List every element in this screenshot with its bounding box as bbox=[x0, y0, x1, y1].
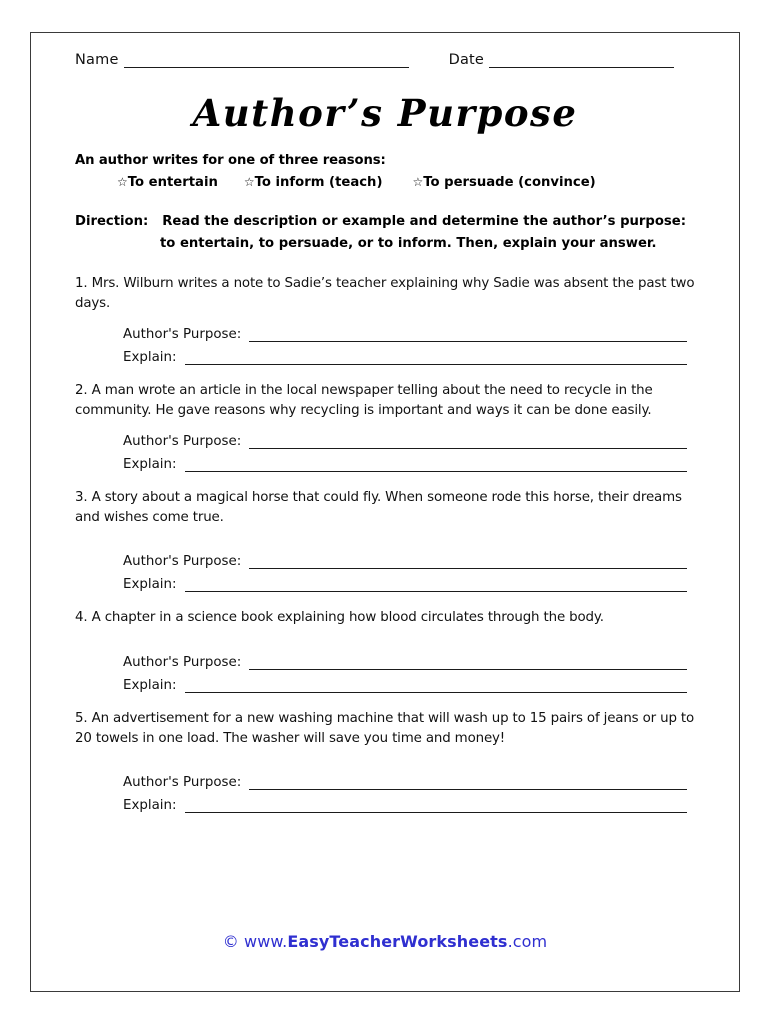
authors-purpose-input-line[interactable] bbox=[249, 435, 687, 449]
direction-text-line2: to entertain, to persuade, or to inform. Then, explain your answer. bbox=[160, 235, 657, 251]
date-input-line[interactable] bbox=[489, 54, 674, 68]
answer-lines bbox=[75, 319, 695, 365]
purpose-option-inform bbox=[244, 173, 383, 192]
name-label: Name bbox=[75, 52, 119, 68]
answer-lines bbox=[75, 647, 695, 693]
purpose-option-persuade-label: To persuade (convince) bbox=[423, 174, 596, 190]
direction-label: Direction: bbox=[75, 214, 149, 230]
answer-row-purpose bbox=[123, 546, 695, 569]
explain-input-line[interactable] bbox=[185, 799, 687, 813]
question-item bbox=[75, 274, 695, 365]
purpose-option-entertain bbox=[117, 173, 218, 192]
authors-purpose-label: Author's Purpose: bbox=[123, 326, 242, 342]
question-item bbox=[75, 381, 695, 472]
name-date-row bbox=[75, 46, 695, 68]
authors-purpose-label: Author's Purpose: bbox=[123, 654, 242, 670]
explain-label: Explain: bbox=[123, 577, 177, 593]
question-prompt: 1. Mrs. Wilburn writes a note to Sadie’s teacher explaining why Sadie was absent the past two days. bbox=[75, 276, 695, 312]
answer-lines bbox=[75, 546, 695, 592]
explain-input-line[interactable] bbox=[185, 458, 687, 472]
intro-lead-text: An author writes for one of three reasons: bbox=[75, 152, 386, 168]
authors-purpose-input-line[interactable] bbox=[249, 656, 687, 670]
question-prompt: 5. An advertisement for a new washing machine that will wash up to 15 pairs of jeans or up to 20 towels in one load. The washer will save you time and money! bbox=[75, 710, 695, 747]
authors-purpose-input-line[interactable] bbox=[249, 328, 687, 342]
answer-row-explain bbox=[123, 342, 695, 365]
answer-row-purpose bbox=[123, 647, 695, 670]
footer-url-prefix: www. bbox=[238, 932, 288, 951]
purpose-option-inform-label: To inform (teach) bbox=[254, 174, 383, 190]
name-input-line[interactable] bbox=[124, 54, 409, 68]
footer-credit bbox=[30, 932, 740, 951]
intro-block bbox=[75, 151, 695, 192]
direction-first-line bbox=[75, 212, 695, 232]
authors-purpose-input-line[interactable] bbox=[249, 776, 687, 790]
answer-row-purpose bbox=[123, 426, 695, 449]
authors-purpose-label: Author's Purpose: bbox=[123, 433, 242, 449]
questions-list bbox=[75, 274, 695, 813]
question-item bbox=[75, 709, 695, 814]
purpose-option-entertain-label: To entertain bbox=[127, 174, 218, 190]
footer-url-suffix: .com bbox=[507, 932, 548, 951]
worksheet-content bbox=[75, 46, 695, 829]
answer-row-explain bbox=[123, 670, 695, 693]
page-title: Author’s Purpose bbox=[192, 91, 578, 135]
answer-lines bbox=[75, 426, 695, 472]
star-icon: ☆ bbox=[412, 174, 424, 189]
explain-input-line[interactable] bbox=[185, 679, 687, 693]
explain-label: Explain: bbox=[123, 677, 177, 693]
answer-row-explain bbox=[123, 449, 695, 472]
authors-purpose-input-line[interactable] bbox=[249, 555, 687, 569]
answer-row-explain bbox=[123, 569, 695, 592]
explain-label: Explain: bbox=[123, 456, 177, 472]
answer-row-purpose bbox=[123, 319, 695, 342]
star-icon: ☆ bbox=[117, 174, 128, 189]
question-prompt: 4. A chapter in a science book explaining how blood circulates through the body. bbox=[75, 610, 604, 626]
direction-text-line1: Read the description or example and determine the author’s purpose: bbox=[162, 214, 686, 230]
explain-input-line[interactable] bbox=[185, 578, 687, 592]
question-prompt: 2. A man wrote an article in the local newspaper telling about the need to recycle in the community. He gave reasons why recycling is important and ways it can be done easily. bbox=[75, 382, 653, 419]
authors-purpose-label: Author's Purpose: bbox=[123, 775, 242, 791]
question-prompt: 3. A story about a magical horse that could fly. When someone rode this horse, their dreams and wishes come true. bbox=[75, 489, 682, 525]
explain-input-line[interactable] bbox=[185, 351, 687, 365]
purpose-options-row bbox=[75, 173, 695, 192]
answer-lines bbox=[75, 767, 695, 813]
direction-block bbox=[75, 212, 695, 254]
star-icon: ☆ bbox=[243, 174, 255, 189]
explain-label: Explain: bbox=[123, 798, 177, 814]
answer-row-purpose bbox=[123, 767, 695, 790]
answer-row-explain bbox=[123, 790, 695, 813]
copyright-icon: © bbox=[222, 932, 239, 951]
question-item bbox=[75, 488, 695, 593]
purpose-option-persuade bbox=[412, 173, 595, 192]
question-item bbox=[75, 608, 695, 692]
authors-purpose-label: Author's Purpose: bbox=[123, 554, 242, 570]
explain-label: Explain: bbox=[123, 349, 177, 365]
footer-brand: EasyTeacherWorksheets bbox=[287, 932, 508, 951]
date-label: Date bbox=[448, 52, 485, 68]
